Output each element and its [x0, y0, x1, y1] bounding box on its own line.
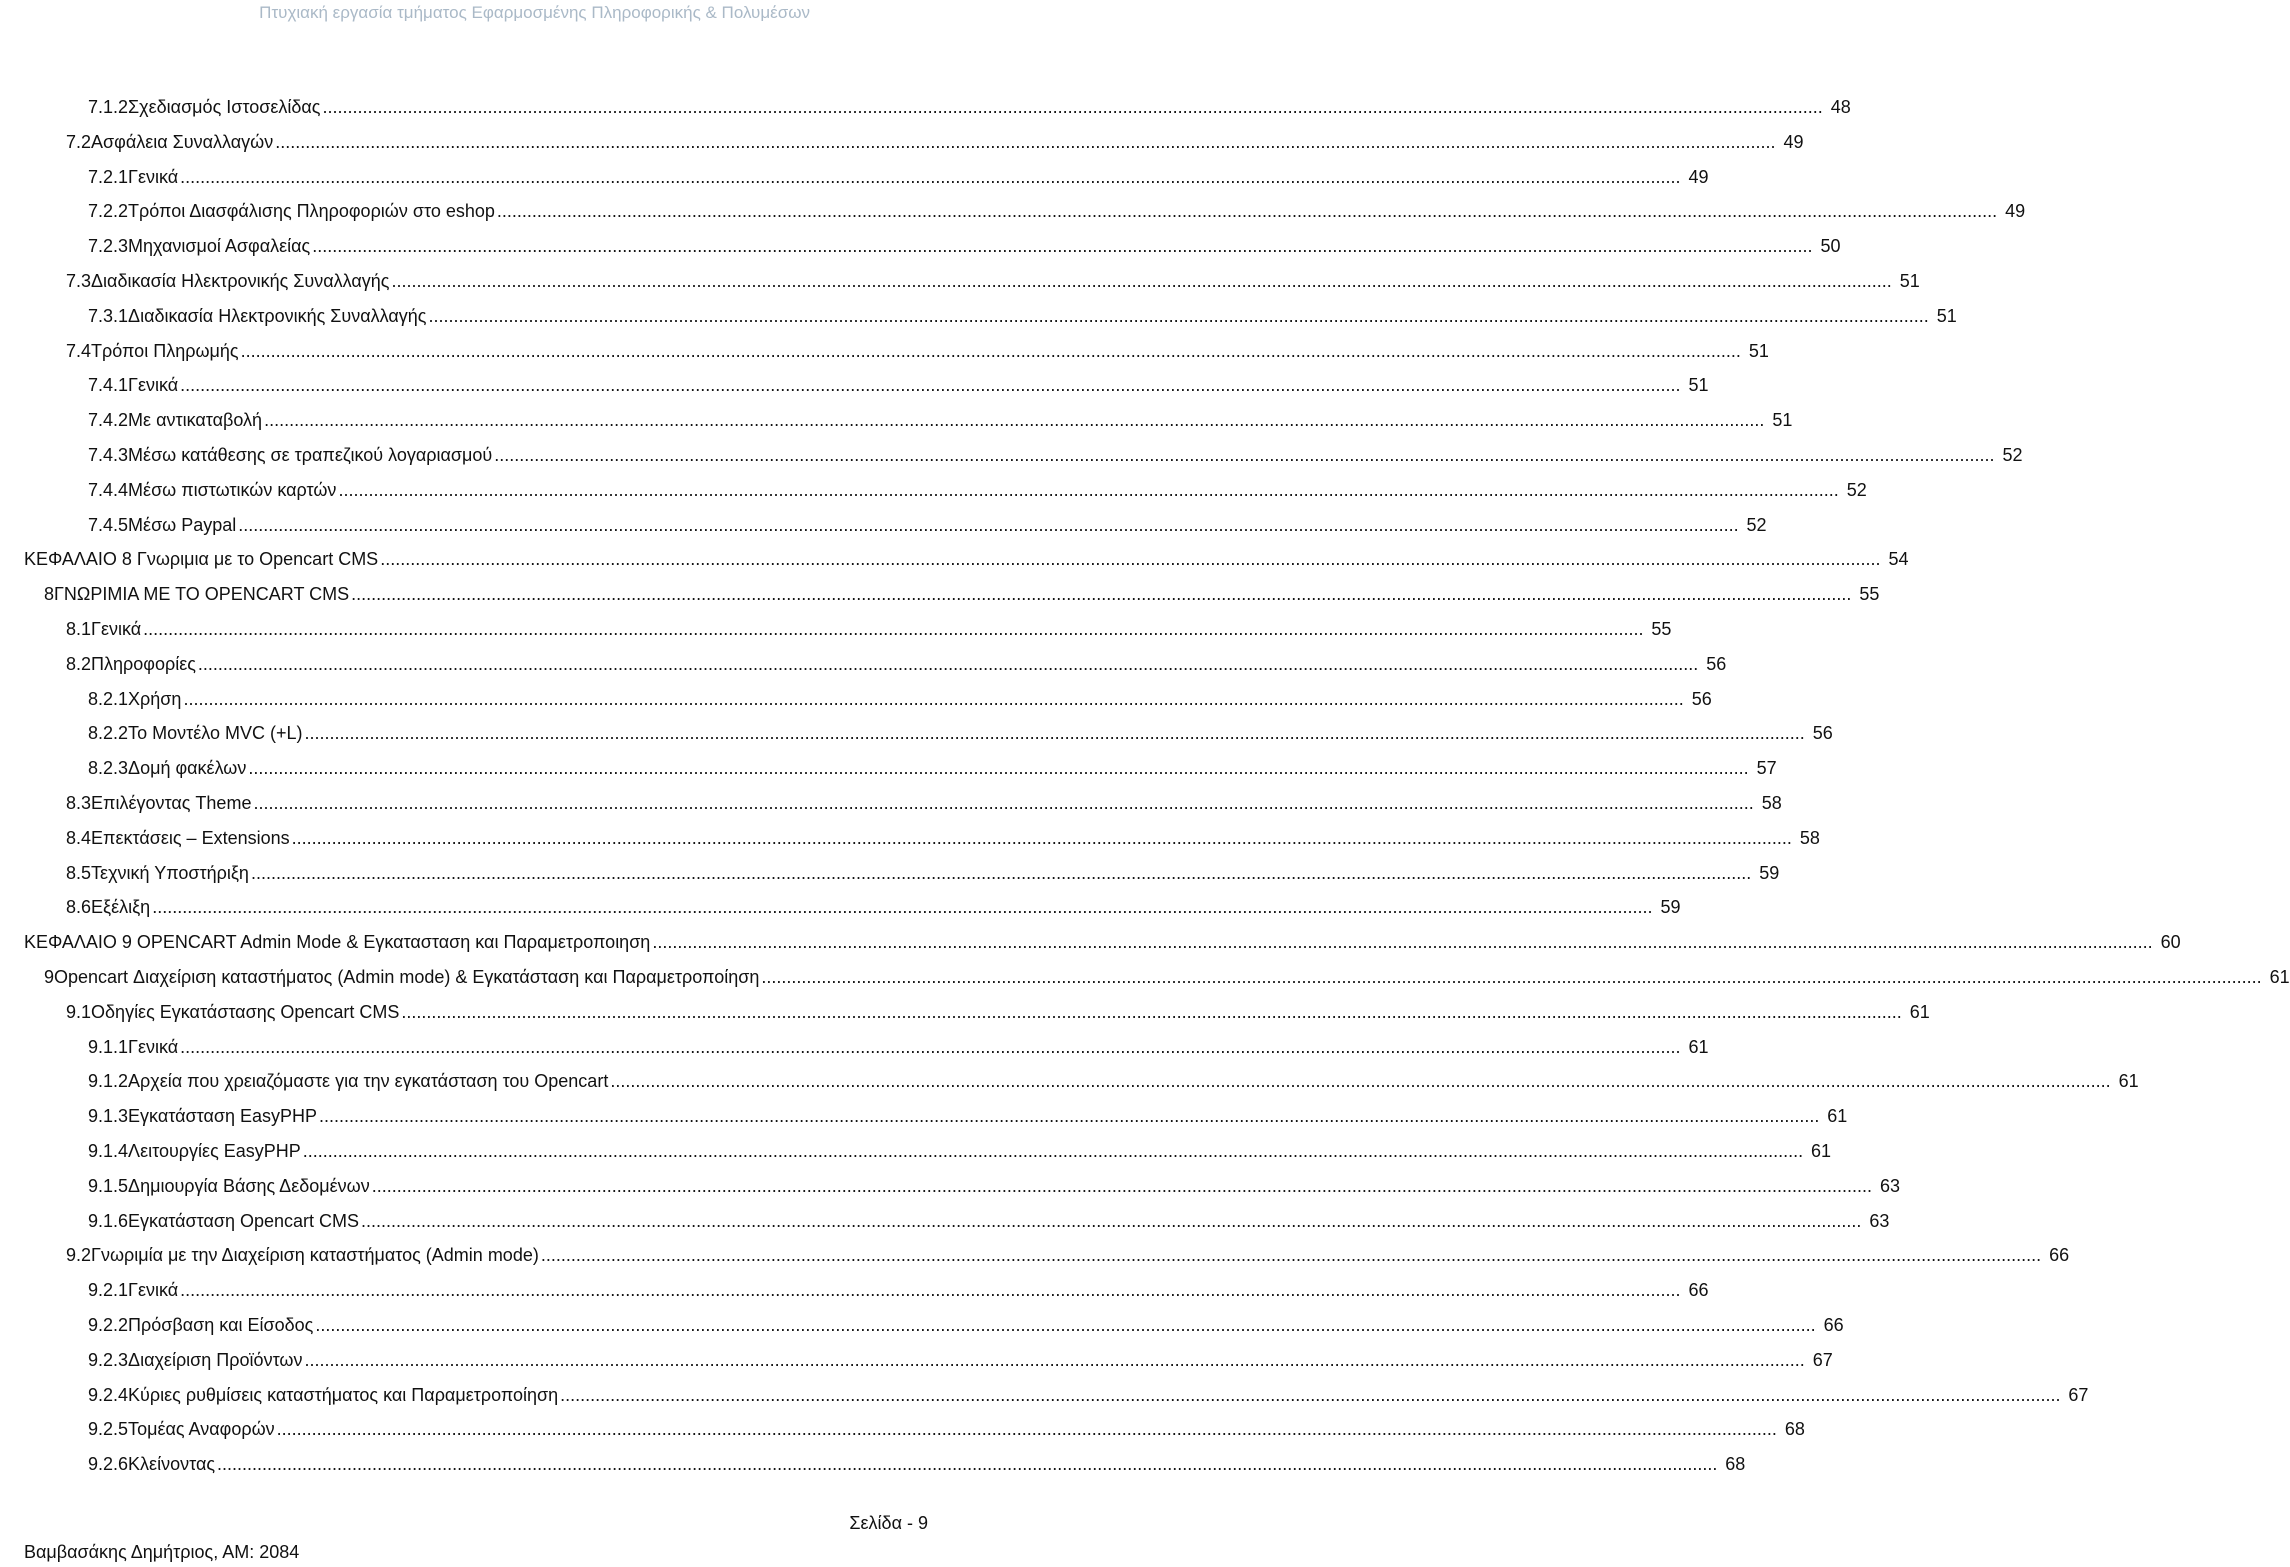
toc-entry[interactable] [88, 1066, 2139, 1096]
toc-entry-title: Με αντικαταβολή [128, 410, 263, 431]
page-number: Σελίδα - 9 [849, 1513, 928, 1533]
toc-entry[interactable] [88, 1345, 1833, 1375]
toc-entry[interactable] [88, 1101, 1848, 1131]
toc-entry-title: Εξέλιξη [91, 897, 151, 918]
toc-entry-title: Γενικά [128, 1036, 179, 1057]
dot-leader: ............................................................................................................................................................................................................................................................................................................ [304, 1349, 1805, 1370]
toc-entry-number: 7.4.1 [88, 375, 129, 396]
toc-entry-page: 51 [1688, 375, 1709, 396]
dot-leader: ............................................................................................................................................................................................................................................................................................................ [217, 1454, 1718, 1475]
toc-entry[interactable] [88, 1449, 1746, 1479]
dot-leader: ............................................................................................................................................................................................................................................................................................................ [319, 1106, 1820, 1127]
dot-leader: ............................................................................................................................................................................................................................................................................................................ [240, 340, 1741, 361]
toc-entry[interactable] [88, 1380, 2089, 1410]
toc-entry-number: 9.2.5 [88, 1419, 129, 1440]
toc-entry[interactable] [24, 544, 1909, 574]
toc-entry-page: 50 [1820, 236, 1841, 257]
dot-leader: ............................................................................................................................................................................................................................................................................................................ [275, 131, 1776, 152]
toc-entry-number: 8.2.2 [88, 723, 129, 744]
toc-entry-page: 61 [1688, 1036, 1709, 1057]
toc-entry-number: 7.3 [66, 271, 92, 291]
toc-entry[interactable] [44, 579, 1880, 609]
toc-entry-title: Διαδικασία Ηλεκτρονικής Συναλλαγής [128, 305, 427, 326]
toc-entry-number: 7.2.3 [88, 236, 129, 257]
toc-entry-title: ΚΕΦΑΛΑΙΟ 8 Γνωριμια με το Opencart CMS [24, 549, 379, 570]
toc-entry-number: 7.4.5 [88, 514, 129, 535]
toc-entry-number: 8 [44, 584, 55, 605]
toc-entry-number: 7.2.1 [88, 166, 129, 187]
toc-entry-number: 7.4.3 [88, 445, 129, 465]
dot-leader: ............................................................................................................................................................................................................................................................................................................ [540, 1245, 2042, 1266]
toc-entry-title: Ασφάλεια Συναλλαγών [91, 131, 274, 152]
toc-entry-page: 67 [1812, 1349, 1833, 1370]
toc-entry-number: 7.2 [66, 131, 92, 152]
toc-entry-number: 7.4.2 [88, 410, 129, 431]
toc-entry-page: 68 [1784, 1419, 1805, 1440]
dot-leader: ............................................................................................................................................................................................................................................................................................................ [496, 201, 1998, 222]
toc-entry-page: 51 [1899, 271, 1920, 291]
toc-entry[interactable] [66, 266, 1920, 296]
toc-entry-page: 58 [1761, 793, 1782, 813]
toc-entry-number: 9.1.2 [88, 1071, 129, 1092]
dot-leader: ............................................................................................................................................................................................................................................................................................................ [291, 827, 1792, 848]
toc-entry-number: 9.2 [66, 1245, 92, 1266]
toc-entry-page: 61 [1909, 1001, 1930, 1022]
toc-entry-title: Χρήση [128, 688, 182, 709]
toc-entry-page: 57 [1756, 758, 1777, 779]
dot-leader: ............................................................................................................................................................................................................................................................................................................ [276, 1419, 1777, 1440]
toc-entry-title: Εγκατάσταση Opencart CMS [128, 1210, 360, 1231]
toc-entry[interactable] [88, 510, 1767, 540]
toc-entry-page: 49 [1783, 131, 1804, 152]
toc-entry[interactable] [24, 927, 2181, 957]
dot-leader: ............................................................................................................................................................................................................................................................................................................ [610, 1071, 2111, 1092]
dot-leader: ............................................................................................................................................................................................................................................................................................................ [391, 271, 1892, 291]
toc-entry-title: Μέσω κατάθεσης σε τραπεζικού λογαριασμού [128, 445, 493, 465]
toc-entry-page: 61 [1827, 1106, 1848, 1127]
toc-entry[interactable] [88, 1206, 1890, 1236]
toc-entry-title: Γενικά [128, 1280, 179, 1301]
toc-entry-page: 59 [1660, 897, 1681, 918]
toc-entry-number: 8.2.1 [88, 688, 129, 709]
toc-entry[interactable] [88, 1136, 1832, 1166]
toc-entry-page: 49 [2005, 201, 2026, 222]
dot-leader: ............................................................................................................................................................................................................................................................................................................ [180, 375, 1681, 396]
toc-entry-number: 8.5 [66, 862, 92, 883]
toc-entry-page: 63 [1869, 1210, 1890, 1231]
toc-entry-title: ΚΕΦΑΛΑΙΟ 9 OPENCART Admin Mode & Εγκατασταση και Παραμετροποιηση [24, 932, 651, 953]
toc-entry-number: 8.4 [66, 827, 92, 848]
toc-entry-title: Γενικά [128, 166, 179, 187]
toc-entry-title: Γενικά [128, 375, 179, 396]
toc-entry[interactable] [88, 301, 1957, 331]
dot-leader: ............................................................................................................................................................................................................................................................................................................ [380, 549, 1881, 570]
toc-entry-page: 59 [1759, 862, 1780, 883]
toc-entry-title: Τρόποι Πληρωμής [91, 340, 239, 361]
toc-entry-page: 56 [1706, 653, 1727, 674]
toc-entry[interactable] [44, 962, 2290, 992]
toc-entry[interactable] [88, 1171, 1900, 1201]
toc-entry-title: Δημιουργία Βάσης Δεδομένων [128, 1175, 370, 1196]
toc-entry-number: 9.2.2 [88, 1315, 129, 1335]
toc-entry[interactable] [66, 823, 1820, 853]
toc-entry-title: Μέσω Paypal [128, 514, 237, 535]
dot-leader: ............................................................................................................................................................................................................................................................................................................ [338, 479, 1839, 500]
toc-entry-number: 8.1 [66, 619, 92, 639]
toc-entry-number: 9.1.1 [88, 1036, 129, 1057]
dot-leader: ............................................................................................................................................................................................................................................................................................................ [361, 1210, 1862, 1231]
toc-entry-title: Διαδικασία Ηλεκτρονικής Συναλλαγής [91, 271, 390, 291]
toc-entry[interactable] [66, 1240, 2070, 1270]
toc-entry-page: 48 [1830, 97, 1851, 117]
dot-leader: ............................................................................................................................................................................................................................................................................................................ [371, 1175, 1872, 1196]
toc-entry-title: Επιλέγοντας Theme [91, 793, 252, 813]
toc-entry-page: 61 [2269, 967, 2290, 987]
toc-entry[interactable] [66, 127, 1804, 157]
toc-entry-number: 9.2.6 [88, 1454, 129, 1475]
toc-entry-page: 56 [1812, 723, 1833, 744]
running-header: Πτυχιακή εργασία τμήματος Εφαρμοσμένης Πληροφορικής & Πολυμέσων [259, 3, 810, 22]
dot-leader: ............................................................................................................................................................................................................................................................................................................ [304, 723, 1805, 744]
toc-entry-number: 7.2.2 [88, 201, 129, 222]
toc-entry[interactable] [66, 614, 1672, 644]
toc-entry[interactable] [88, 684, 1712, 714]
toc-entry[interactable] [88, 1414, 1805, 1444]
dot-leader: ............................................................................................................................................................................................................................................................................................................ [183, 688, 1684, 709]
toc-entry-page: 66 [1688, 1280, 1709, 1301]
dot-leader: ............................................................................................................................................................................................................................................................................................................ [560, 1384, 2061, 1405]
dot-leader: ............................................................................................................................................................................................................................................................................................................ [180, 1036, 1681, 1057]
toc-entry[interactable] [88, 370, 1709, 400]
toc-entry-title: Πρόσβαση και Είσοδος [128, 1315, 314, 1335]
toc-entry[interactable] [88, 753, 1777, 783]
toc-entry-number: 7.4.4 [88, 479, 129, 500]
toc-entry-page: 66 [2049, 1245, 2070, 1266]
toc-entry[interactable] [88, 1310, 1844, 1340]
dot-leader: ............................................................................................................................................................................................................................................................................................................ [264, 410, 1765, 431]
dot-leader: ............................................................................................................................................................................................................................................................................................................ [197, 653, 1699, 674]
dot-leader: ............................................................................................................................................................................................................................................................................................................ [312, 236, 1813, 257]
toc-entry[interactable] [88, 475, 1867, 505]
toc-entry-page: 61 [1811, 1141, 1832, 1161]
toc-entry-number: 7.3.1 [88, 305, 129, 326]
toc-entry-title: Opencart Διαχείριση καταστήματος (Admin mode) & Εγκατάσταση και Παραμετροποίηση [54, 967, 760, 987]
toc-entry-title: Το Μοντέλο MVC (+L) [128, 723, 303, 744]
toc-entry[interactable] [88, 1032, 1709, 1062]
toc-entry-title: Οδηγίες Εγκατάστασης Opencart CMS [91, 1001, 400, 1022]
toc-entry[interactable] [66, 649, 1727, 679]
toc-entry-title: Σχεδιασμός Ιστοσελίδας [128, 97, 321, 117]
dot-leader: ............................................................................................................................................................................................................................................................................................................ [494, 445, 1995, 465]
toc-entry[interactable] [88, 440, 2023, 470]
toc-entry-page: 51 [1748, 340, 1769, 361]
toc-entry-title: Μέσω πιστωτικών καρτών [128, 479, 337, 500]
dot-leader: ............................................................................................................................................................................................................................................................................................................ [152, 897, 1653, 918]
toc-entry-page: 60 [2160, 932, 2181, 953]
dot-leader: ............................................................................................................................................................................................................................................................................................................ [322, 97, 1823, 117]
dot-leader: ............................................................................................................................................................................................................................................................................................................ [652, 932, 2153, 953]
toc-entry-number: 9.1 [66, 1001, 92, 1022]
dot-leader: ............................................................................................................................................................................................................................................................................................................ [351, 584, 1852, 605]
toc-entry[interactable] [66, 788, 1782, 818]
toc-entry-page: 56 [1691, 688, 1712, 709]
toc-entry[interactable] [88, 162, 1709, 192]
toc-entry-number: 8.3 [66, 793, 92, 813]
toc-entry-number: 9.1.6 [88, 1210, 129, 1231]
dot-leader: ............................................................................................................................................................................................................................................................................................................ [428, 305, 1929, 326]
toc-entry-number: 9.2.3 [88, 1349, 129, 1370]
toc-entry-page: 52 [1746, 514, 1767, 535]
toc-entry[interactable] [66, 892, 1681, 922]
toc-entry-title: Τρόποι Διασφάλισης Πληροφοριών στο eshop [128, 201, 495, 222]
dot-leader: ............................................................................................................................................................................................................................................................................................................ [180, 1280, 1681, 1301]
dot-leader: ............................................................................................................................................................................................................................................................................................................ [180, 166, 1681, 187]
toc-entry-title: Πληροφορίες [91, 653, 196, 674]
toc-entry-title: ΓΝΩΡΙΜΙΑ ΜΕ ΤΟ OPENCART CMS [54, 584, 350, 605]
toc-entry-title: Δομή φακέλων [128, 758, 247, 779]
toc-entry[interactable] [88, 231, 1841, 261]
toc-entry-page: 52 [2002, 445, 2023, 465]
dot-leader: ............................................................................................................................................................................................................................................................................................................ [315, 1315, 1816, 1335]
toc-entry-number: 9 [44, 967, 55, 987]
toc-entry-number: 9.1.3 [88, 1106, 129, 1127]
toc-entry-page: 52 [1846, 479, 1867, 500]
toc-entry-title: Γνωριμία με την Διαχείριση καταστήματος (Admin mode) [91, 1245, 539, 1266]
toc-entry-title: Τεχνική Υποστήριξη [91, 862, 249, 883]
toc-entry[interactable] [88, 718, 1833, 748]
toc-entry-page: 55 [1651, 619, 1672, 639]
toc-entry-page: 67 [2068, 1384, 2089, 1405]
dot-leader: ............................................................................................................................................................................................................................................................................................................ [253, 793, 1754, 813]
toc-entry-number: 7.1.2 [88, 97, 129, 117]
author-line: Βαμβασάκης Δημήτριος, ΑΜ: 2084 [24, 1542, 300, 1562]
toc-entry-title: Αρχεία που χρειαζόμαστε για την εγκατάσταση του Opencart [128, 1071, 609, 1092]
toc-entry-title: Μηχανισμοί Ασφαλείας [128, 236, 311, 257]
toc-entry[interactable] [66, 997, 1930, 1027]
toc-entry-number: 9.1.5 [88, 1175, 129, 1196]
toc-entry-number: 9.2.1 [88, 1280, 129, 1301]
toc-entry-number: 8.2 [66, 653, 92, 674]
toc-entry-number: 7.4 [66, 340, 92, 361]
toc-entry-title: Διαχείριση Προϊόντων [128, 1349, 303, 1370]
toc-entry-title: Εγκατάσταση EasyPHP [128, 1106, 318, 1127]
toc-entry-title: Τομέας Αναφορών [128, 1419, 275, 1440]
toc-entry-title: Λειτουργίες EasyPHP [128, 1141, 301, 1161]
toc-entry-page: 49 [1688, 166, 1709, 187]
toc-entry-page: 61 [2118, 1071, 2139, 1092]
toc-entry-page: 68 [1725, 1454, 1746, 1475]
dot-leader: ............................................................................................................................................................................................................................................................................................................ [761, 967, 2262, 987]
toc-entry-page: 55 [1859, 584, 1880, 605]
dot-leader: ............................................................................................................................................................................................................................................................................................................ [248, 758, 1749, 779]
toc-entry-page: 54 [1888, 549, 1909, 570]
toc-entry-title: Κύριες ρυθμίσεις καταστήματος και Παραμετροποίηση [128, 1384, 559, 1405]
toc-entry-page: 51 [1936, 305, 1957, 326]
toc-entry-page: 58 [1799, 827, 1820, 848]
dot-leader: ............................................................................................................................................................................................................................................................................................................ [238, 514, 1739, 535]
toc-entry[interactable] [88, 1275, 1709, 1305]
toc-entry-page: 66 [1823, 1315, 1844, 1335]
toc-entry-title: Γενικά [91, 619, 142, 639]
dot-leader: ............................................................................................................................................................................................................................................................................................................ [250, 862, 1752, 883]
toc-entry-number: 9.1.4 [88, 1141, 129, 1161]
toc-entry-number: 8.2.3 [88, 758, 129, 779]
toc-entry[interactable] [88, 405, 1793, 435]
dot-leader: ............................................................................................................................................................................................................................................................................................................ [401, 1001, 1902, 1022]
dot-leader: ............................................................................................................................................................................................................................................................................................................ [143, 619, 1644, 639]
toc-entry-number: 8.6 [66, 897, 92, 918]
toc-entry[interactable] [88, 92, 1851, 122]
toc-entry-number: 9.2.4 [88, 1384, 129, 1405]
toc-entry-page: 63 [1879, 1175, 1900, 1196]
toc-entry-page: 51 [1772, 410, 1793, 431]
toc-entry[interactable] [88, 196, 2026, 226]
toc-entry-title: Κλείνοντας [128, 1454, 216, 1475]
toc-entry[interactable] [66, 336, 1769, 366]
toc-entry-title: Επεκτάσεις – Extensions [91, 827, 290, 848]
dot-leader: ............................................................................................................................................................................................................................................................................................................ [302, 1141, 1804, 1161]
toc-entry[interactable] [66, 858, 1780, 888]
